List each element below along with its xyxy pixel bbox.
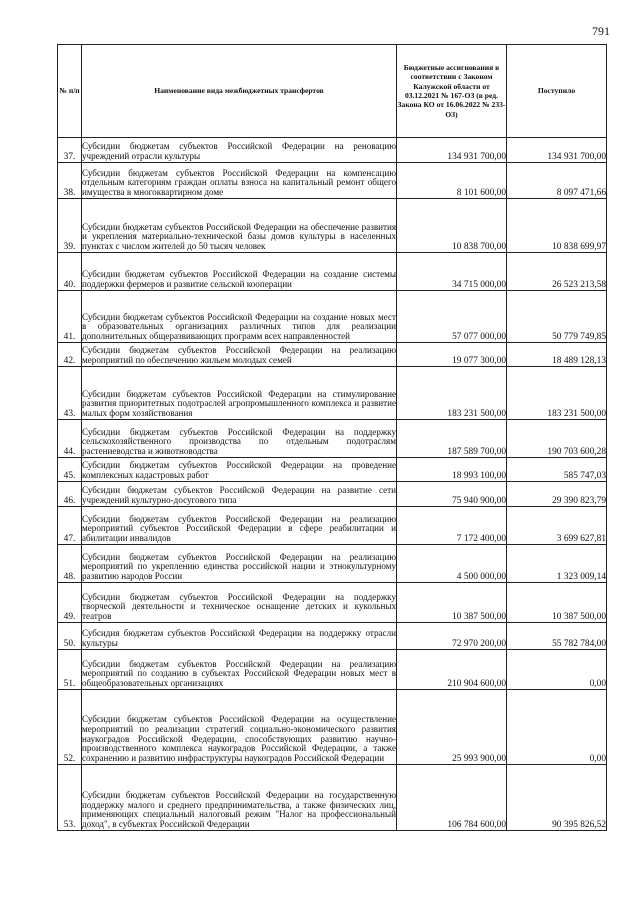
row-budget-value: 210 904 600,00 — [397, 650, 507, 690]
table-header-row — [58, 45, 607, 138]
row-number: 37. — [58, 138, 82, 163]
table-row — [58, 545, 607, 583]
row-received-value: 8 097 471,66 — [507, 163, 607, 199]
row-budget-value: 57 077 000,00 — [397, 291, 507, 343]
row-transfer-name: Субсидии бюджетам субъектов Российской Федерации на создание новых мест в образовательных организациях различных типов для реализации дополнительных общеразвивающих программ всех направленностей — [82, 291, 397, 343]
row-number: 45. — [58, 458, 82, 482]
table-row — [58, 583, 607, 623]
row-budget-value: 34 715 000,00 — [397, 253, 507, 291]
row-transfer-name: Субсидии бюджетам субъектов Российской Федерации на реализацию мероприятий по укреплению единства российской нации и этнокультурному развитию народов России — [82, 545, 397, 583]
table-row — [58, 138, 607, 163]
table-row — [58, 482, 607, 507]
row-budget-value: 7 172 400,00 — [397, 507, 507, 545]
row-received-value: 10 838 699,97 — [507, 199, 607, 253]
row-transfer-name: Субсидии бюджетам субъектов Российской Федерации на проведение комплексных кадастровых работ — [82, 458, 397, 482]
row-transfer-name: Субсидии бюджетам субъектов Российской Федерации на осуществление мероприятий по реализации стратегий социально-экономического развития наукоградов Российской Федерации, способствующих развитию научно-производственного комплекса наукоградов Российской Федерации, а также сохранению и развитию инфраструктуры наукоградов Российской Федерации — [82, 690, 397, 765]
table-row — [58, 507, 607, 545]
table-row — [58, 690, 607, 765]
row-transfer-name: Субсидии бюджетам субъектов Российской Федерации на реализацию мероприятий по обеспечению жильем молодых семей — [82, 343, 397, 367]
row-budget-value: 8 101 600,00 — [397, 163, 507, 199]
row-transfer-name: Субсидии бюджетам субъектов Российской Федерации на обеспечение развития и укрепления материально-технической базы домов культуры в населенных пунктах с числом жителей до 50 тысяч человек — [82, 199, 397, 253]
row-number: 53. — [58, 765, 82, 831]
row-number: 43. — [58, 367, 82, 420]
table-row — [58, 163, 607, 199]
row-received-value: 50 779 749,85 — [507, 291, 607, 343]
row-received-value: 18 489 128,13 — [507, 343, 607, 367]
row-budget-value: 72 970 200,00 — [397, 623, 507, 650]
row-transfer-name: Субсидии бюджетам субъектов Российской Федерации на государственную поддержку малого и среднего предпринимательства, а также физических лиц, применяющих специальный налоговый режим "Налог на профессиональный доход", в субъектах Российской Федерации — [82, 765, 397, 831]
row-number: 42. — [58, 343, 82, 367]
table-row — [58, 765, 607, 831]
row-received-value: 0,00 — [507, 690, 607, 765]
table-row — [58, 199, 607, 253]
row-budget-value: 19 077 300,00 — [397, 343, 507, 367]
row-budget-value: 183 231 500,00 — [397, 367, 507, 420]
transfers-table — [57, 44, 607, 831]
table-row — [58, 291, 607, 343]
row-number: 50. — [58, 623, 82, 650]
header-received: Поступило — [507, 45, 607, 138]
row-received-value: 26 523 213,58 — [507, 253, 607, 291]
row-received-value: 90 395 826,52 — [507, 765, 607, 831]
row-received-value: 29 390 823,79 — [507, 482, 607, 507]
row-received-value: 1 323 009,14 — [507, 545, 607, 583]
row-received-value: 3 699 627,81 — [507, 507, 607, 545]
row-number: 41. — [58, 291, 82, 343]
page-number: 791 — [592, 24, 610, 38]
row-budget-value: 134 931 700,00 — [397, 138, 507, 163]
row-number: 46. — [58, 482, 82, 507]
row-budget-value: 10 387 500,00 — [397, 583, 507, 623]
row-number: 47. — [58, 507, 82, 545]
row-received-value: 134 931 700,00 — [507, 138, 607, 163]
row-number: 52. — [58, 690, 82, 765]
header-transfer-name: Наименование вида межбюджетных трансфертов — [82, 45, 397, 138]
row-budget-value: 4 500 000,00 — [397, 545, 507, 583]
row-transfer-name: Субсидии бюджетам субъектов Российской Федерации на реновацию учреждений отрасли культуры — [82, 138, 397, 163]
row-budget-value: 187 589 700,00 — [397, 420, 507, 458]
table-row — [58, 650, 607, 690]
row-number: 48. — [58, 545, 82, 583]
row-budget-value: 75 940 900,00 — [397, 482, 507, 507]
row-transfer-name: Субсидии бюджетам субъектов Российской Федерации на поддержку сельскохозяйственного производства по отдельным подотраслям растениеводства и животноводства — [82, 420, 397, 458]
row-transfer-name: Субсидии бюджетам субъектов Российской Федерации на поддержку творческой деятельности и техническое оснащение детских и кукольных театров — [82, 583, 397, 623]
table-row — [58, 343, 607, 367]
row-received-value: 10 387 500,00 — [507, 583, 607, 623]
row-budget-value: 25 993 900,00 — [397, 690, 507, 765]
row-number: 49. — [58, 583, 82, 623]
table-row — [58, 458, 607, 482]
table-row — [58, 420, 607, 458]
row-transfer-name: Субсидии бюджетам субъектов Российской Федерации на стимулирование развития приоритетных подотраслей агропромышленного комплекса и развитие малых форм хозяйствования — [82, 367, 397, 420]
row-budget-value: 10 838 700,00 — [397, 199, 507, 253]
table-row — [58, 623, 607, 650]
row-received-value: 0,00 — [507, 650, 607, 690]
row-received-value: 55 782 784,00 — [507, 623, 607, 650]
row-budget-value: 106 784 600,00 — [397, 765, 507, 831]
row-transfer-name: Субсидии бюджетам субъектов Российской Федерации на компенсацию отдельным категориям граждан оплаты взноса на капитальный ремонт общего имущества в многоквартирном доме — [82, 163, 397, 199]
row-transfer-name: Субсидии бюджетам субъектов Российской Федерации на реализацию мероприятий субъектов Российской Федерации в сфере реабилитации и абилитации инвалидов — [82, 507, 397, 545]
row-budget-value: 18 993 100,00 — [397, 458, 507, 482]
header-budget-allocations: Бюджетные ассигнования в соответствии с Законом Калужской области от 03.12.2021 № 167-ОЗ (в ред. Закона КО от 16.06.2022 № 233-ОЗ) — [397, 45, 507, 138]
row-transfer-name: Субсидия бюджетам субъектов Российской Федерации на поддержку отрасли культуры — [82, 623, 397, 650]
header-number: № п/п — [58, 45, 82, 138]
row-transfer-name: Субсидии бюджетам субъектов Российской Федерации на развитие сети учреждений культурно-досугового типа — [82, 482, 397, 507]
row-number: 38. — [58, 163, 82, 199]
row-number: 44. — [58, 420, 82, 458]
row-number: 51. — [58, 650, 82, 690]
row-transfer-name: Субсидии бюджетам субъектов Российской Федерации на создание системы поддержки фермеров и развитие сельской кооперации — [82, 253, 397, 291]
row-number: 40. — [58, 253, 82, 291]
table-row — [58, 367, 607, 420]
row-received-value: 183 231 500,00 — [507, 367, 607, 420]
row-transfer-name: Субсидии бюджетам субъектов Российской Федерации на реализацию мероприятий по созданию в субъектах Российской Федерации новых мест в общеобразовательных организациях — [82, 650, 397, 690]
table-row — [58, 253, 607, 291]
row-number: 39. — [58, 199, 82, 253]
row-received-value: 190 703 600,28 — [507, 420, 607, 458]
row-received-value: 585 747,03 — [507, 458, 607, 482]
